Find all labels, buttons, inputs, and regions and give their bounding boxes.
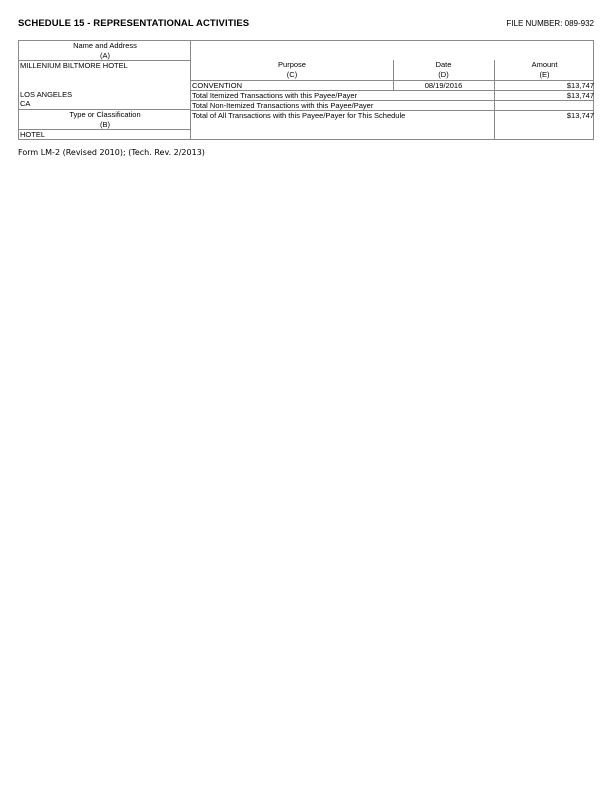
representational-activities-table [18,40,594,140]
transaction-amount: $13,747 [566,81,594,90]
all-transactions-total-label: Total of All Transactions with this Payee/Payer for This Schedule [192,111,406,120]
payee-name: MILLENIUM BILTMORE HOTEL [20,61,128,70]
all-transactions-total-amount: $13,747 [566,111,594,120]
amount-header [494,60,595,79]
payee-state: CA [20,99,31,108]
purpose-label: Purpose [278,60,306,69]
date-letter: (D) [438,69,449,79]
purpose-letter: (C) [286,69,298,79]
itemized-total-amount: $13,747 [566,91,594,100]
type-header [19,110,191,129]
type-letter: (B) [100,119,110,129]
amount-letter: (E) [539,69,550,79]
payee-city: LOS ANGELES [20,90,73,99]
name-address-header [19,41,191,60]
amount-label: Amount [531,60,558,69]
form-revision-note: Form LM-2 (Revised 2010); (Tech. Rev. 2/2013) [18,148,205,157]
schedule-title: SCHEDULE 15 - REPRESENTATIONAL ACTIVITIES [18,18,250,29]
type-label: Type or Classification [69,110,141,119]
date-label: Date [435,60,452,69]
purpose-header [191,60,393,79]
non-itemized-total-label: Total Non-Itemized Transactions with this Payee/Payer [192,101,374,110]
date-header [393,60,494,79]
file-number: FILE NUMBER: 089-932 [506,19,594,28]
transaction-date: 08/19/2016 [424,81,463,90]
type-value: HOTEL [20,130,46,139]
name-address-letter: (A) [100,50,110,60]
payee-column [19,41,191,139]
name-address-label: Name and Address [73,41,137,50]
itemized-total-label: Total Itemized Transactions with this Payee/Payer [192,91,358,100]
transaction-purpose: CONVENTION [192,81,243,90]
